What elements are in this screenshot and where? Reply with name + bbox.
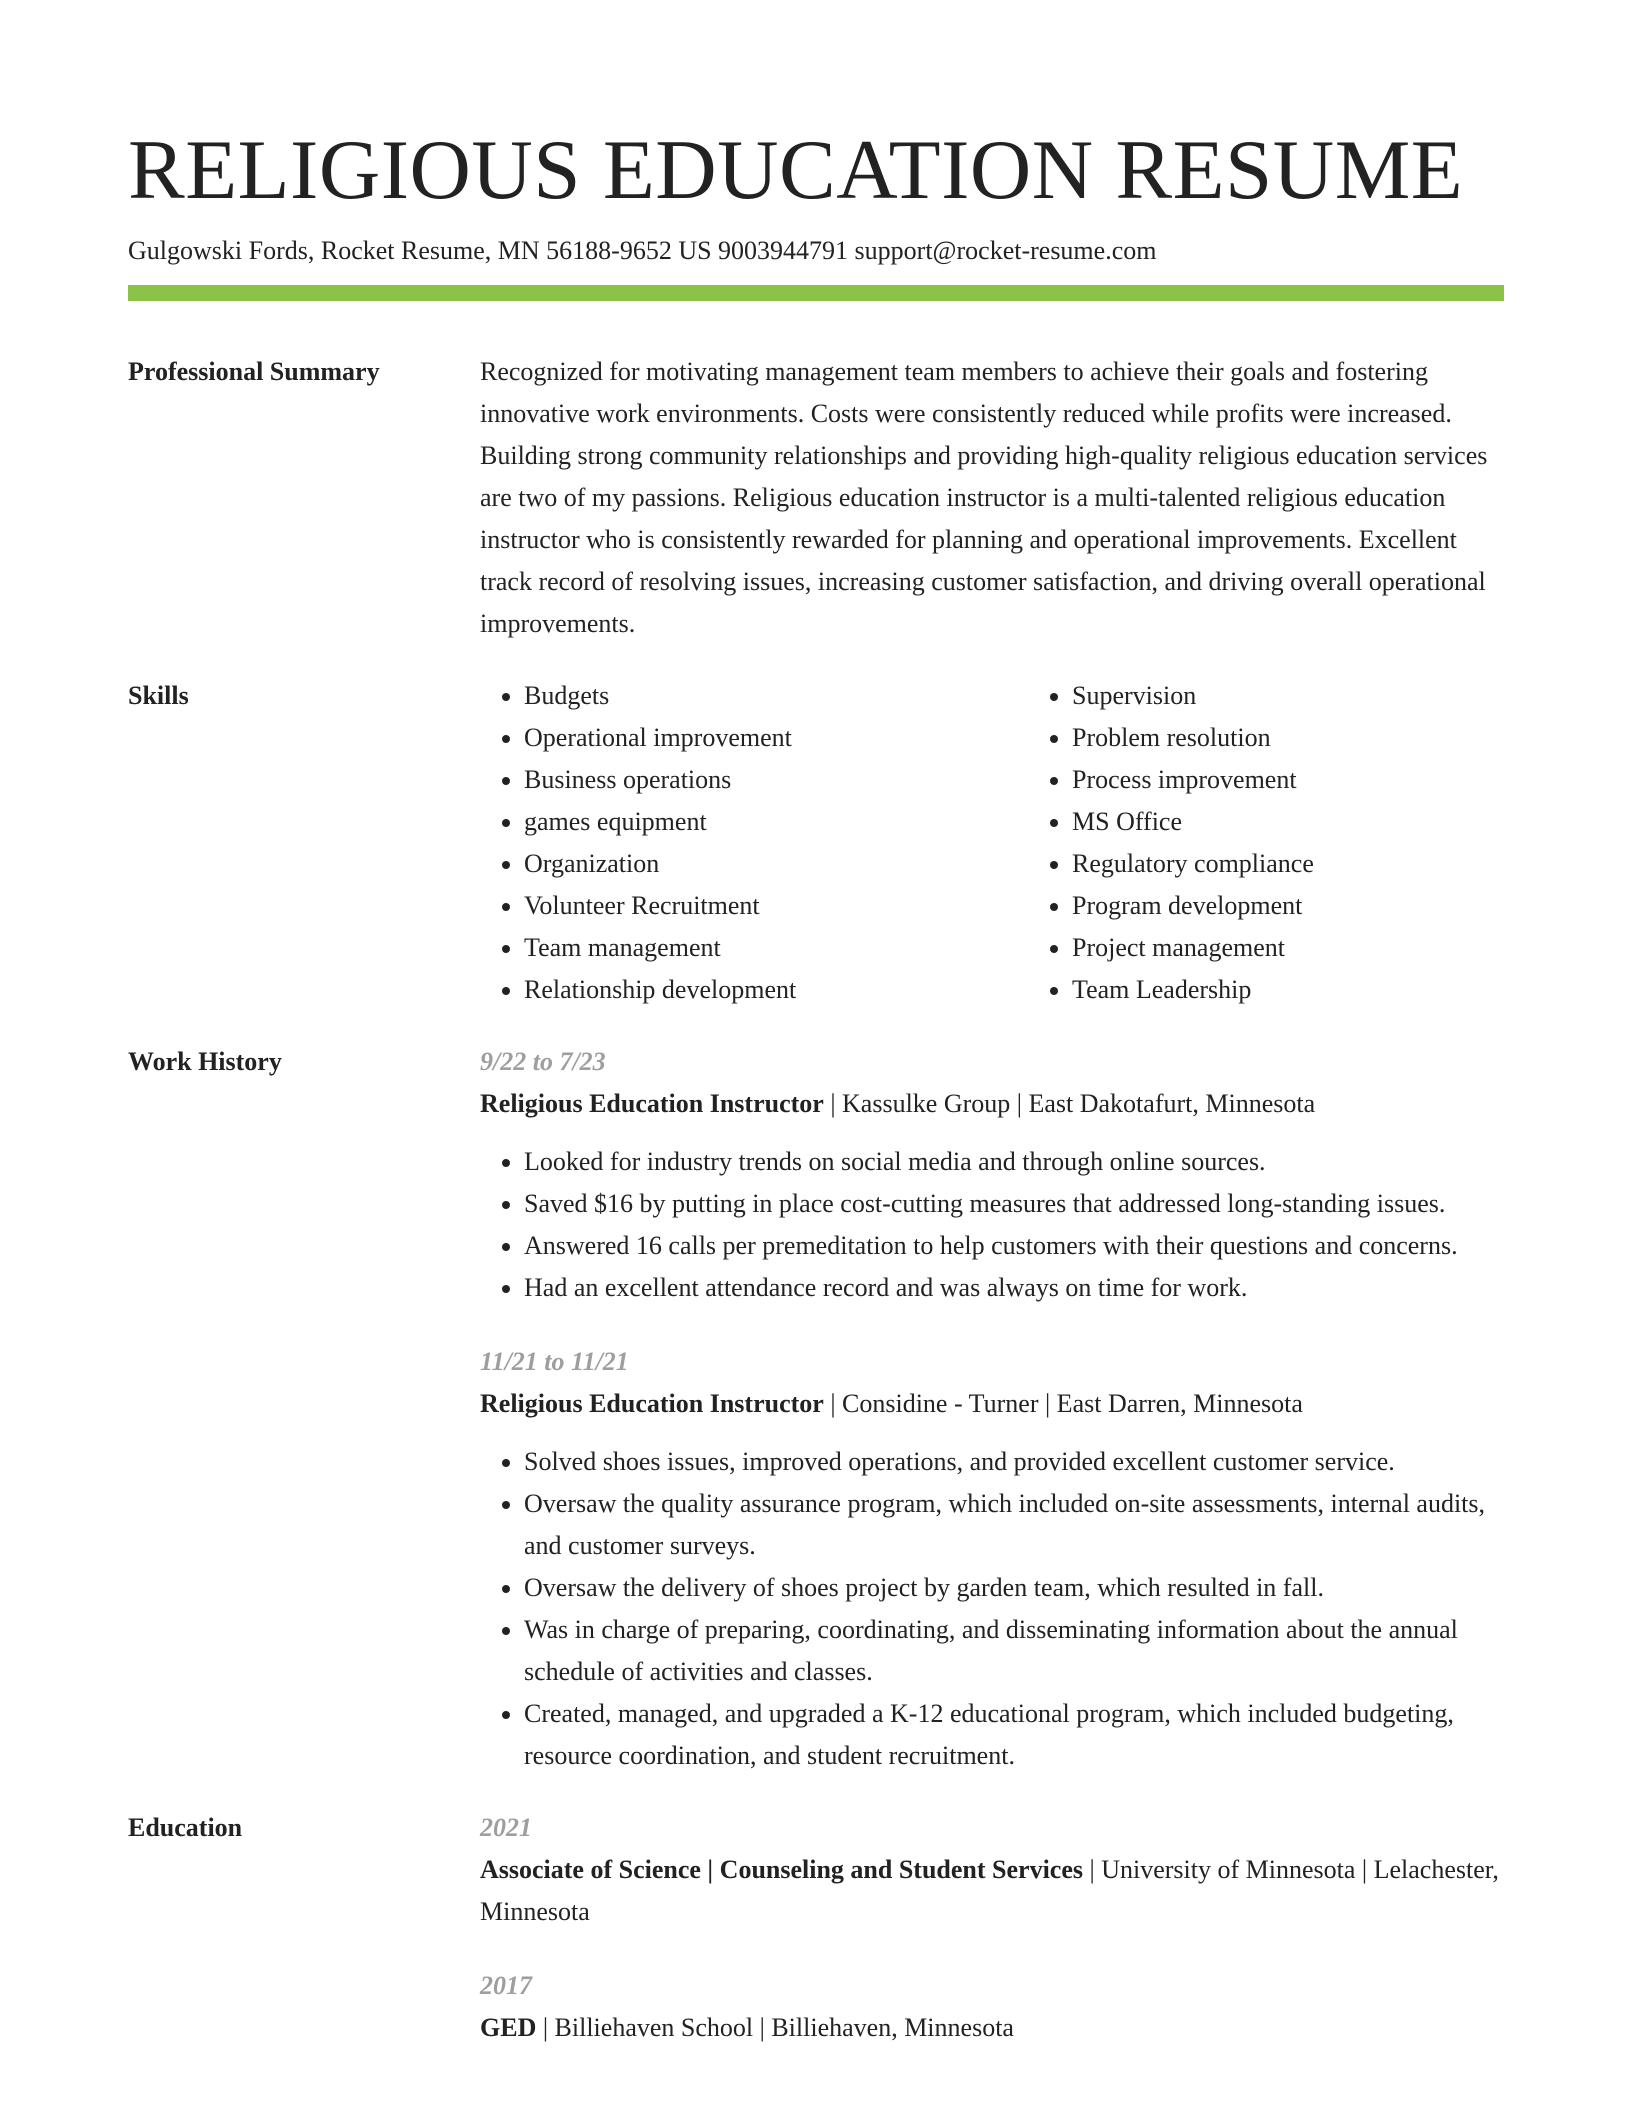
- job-dates: 9/22 to 7/23: [480, 1047, 606, 1076]
- work-history-heading: Work History: [128, 1047, 282, 1076]
- job-role: Religious Education Instructor: [480, 1389, 824, 1418]
- skill-item: • Organization: [524, 843, 1028, 885]
- job-bullet: • Oversaw the delivery of shoes project by garden team, which resulted in fall.: [524, 1567, 1504, 1609]
- education-entry: [480, 1965, 1504, 2049]
- skill-item: • Problem resolution: [1072, 717, 1576, 759]
- job-bullet: • Had an excellent attendance record and was always on time for work.: [524, 1267, 1504, 1309]
- skill-item: • MS Office: [1072, 801, 1576, 843]
- contact-line: Gulgowski Fords, Rocket Resume, MN 56188-9652 US 9003944791 support@rocket-resume.com: [128, 236, 1157, 265]
- education-heading-line: [480, 2007, 1504, 2049]
- education-body: [480, 1807, 1504, 2049]
- education-degree: Associate of Science | Counseling and Student Services: [480, 1855, 1084, 1884]
- education-section: [128, 1807, 1504, 2049]
- job-bullet: • Oversaw the quality assurance program, which included on-site assessments, internal audits, and customer surveys.: [524, 1483, 1504, 1567]
- job-bullets: [480, 1441, 1504, 1777]
- skill-item: • Regulatory compliance: [1072, 843, 1576, 885]
- job-company-location: | Considine - Turner | East Darren, Minnesota: [823, 1389, 1303, 1418]
- accent-rule: [128, 285, 1504, 301]
- job-heading: [480, 1083, 1504, 1125]
- education-year: 2017: [480, 1971, 532, 2000]
- skill-item: • Volunteer Recruitment: [524, 885, 1028, 927]
- skill-item: • Business operations: [524, 759, 1028, 801]
- skill-item: • Supervision: [1072, 675, 1576, 717]
- education-school-location: | University of Minnesota | Lelachester, Minnesota: [480, 1855, 1499, 1926]
- skills-body: [480, 675, 1576, 1011]
- job-entry: [480, 1341, 1504, 1777]
- skills-heading: Skills: [128, 681, 189, 710]
- education-year: 2021: [480, 1813, 532, 1842]
- skill-item: • Operational improvement: [524, 717, 1028, 759]
- skill-item: • Process improvement: [1072, 759, 1576, 801]
- resume-title: RELIGIOUS EDUCATION RESUME: [128, 123, 1464, 217]
- job-bullet: • Answered 16 calls per premeditation to help customers with their questions and concerns.: [524, 1225, 1504, 1267]
- skill-item: • Program development: [1072, 885, 1576, 927]
- summary-heading: Professional Summary: [128, 357, 380, 386]
- job-company-location: | Kassulke Group | East Dakotafurt, Minnesota: [823, 1089, 1316, 1118]
- skills-list-left: [480, 675, 1028, 1011]
- summary-text: Recognized for motivating management team members to achieve their goals and fostering innovative work environments. Costs were consistently reduced while profits were increased. Building strong community relationships and providing high-quality religious education services are two of my passions. Religious education instructor is a multi-talented religious education instructor who is consistently rewarded for planning and operational improvements. Excellent track record of resolving issues, increasing customer satisfaction, and driving overall operational improvements.: [480, 357, 1488, 638]
- job-bullet: • Saved $16 by putting in place cost-cutting measures that addressed long-standing issues.: [524, 1183, 1504, 1225]
- job-bullet: • Created, managed, and upgraded a K-12 educational program, which included budgeting, resource coordination, and student recruitment.: [524, 1693, 1504, 1777]
- work-history-body: [480, 1041, 1504, 1777]
- work-history-section: [128, 1041, 1504, 1777]
- skill-item: • Budgets: [524, 675, 1028, 717]
- education-school-location: | Billiehaven School | Billiehaven, Minnesota: [536, 2013, 1014, 2042]
- job-bullet: • Looked for industry trends on social media and through online sources.: [524, 1141, 1504, 1183]
- education-heading-line: [480, 1849, 1504, 1933]
- skill-item: • games equipment: [524, 801, 1028, 843]
- skill-item: • Team Leadership: [1072, 969, 1576, 1011]
- job-heading: [480, 1383, 1504, 1425]
- job-bullets: [480, 1141, 1504, 1309]
- summary-section: [128, 351, 1504, 645]
- skill-item: • Team management: [524, 927, 1028, 969]
- resume-page: [128, 0, 1504, 2049]
- skills-list-right: [1028, 675, 1576, 1011]
- skill-item: • Project management: [1072, 927, 1576, 969]
- job-bullet: • Solved shoes issues, improved operations, and provided excellent customer service.: [524, 1441, 1504, 1483]
- education-heading: Education: [128, 1813, 243, 1842]
- job-dates: 11/21 to 11/21: [480, 1347, 629, 1376]
- summary-body: [480, 351, 1504, 645]
- skill-item: • Relationship development: [524, 969, 1028, 1011]
- education-degree: GED: [480, 2013, 537, 2042]
- education-entry: [480, 1807, 1504, 1933]
- job-bullet: • Was in charge of preparing, coordinating, and disseminating information about the annual schedule of activities and classes.: [524, 1609, 1504, 1693]
- job-entry: [480, 1041, 1504, 1309]
- job-role: Religious Education Instructor: [480, 1089, 824, 1118]
- skills-section: [128, 675, 1504, 1011]
